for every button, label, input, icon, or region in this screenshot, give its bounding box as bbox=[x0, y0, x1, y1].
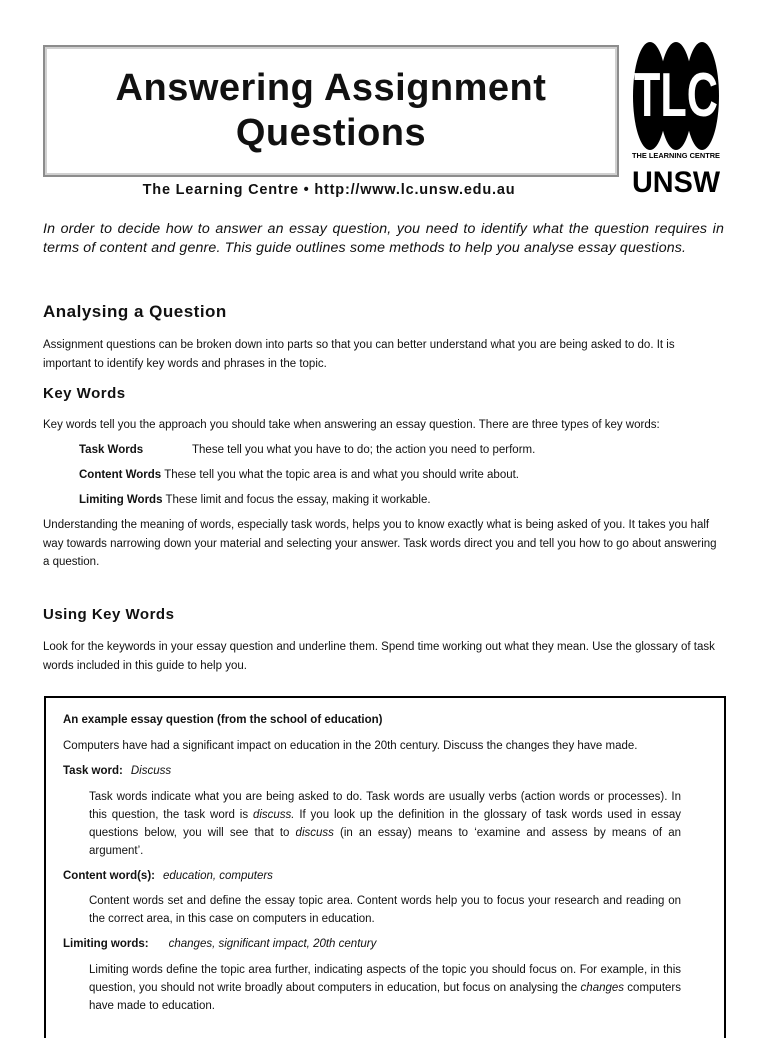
logo-caption: THE LEARNING CENTRE bbox=[632, 151, 720, 160]
key-word-type-limiting bbox=[79, 492, 719, 508]
intro-paragraph: In order to decide how to answer an essay question, you need to identify what the question requires in terms of content and genre. This guide outlines some methods to help you analyse essay questions. bbox=[43, 221, 724, 256]
example-title: An example essay question (from the school of education) bbox=[63, 714, 383, 726]
limiting-word-line bbox=[63, 935, 376, 953]
title-box bbox=[43, 45, 619, 177]
task-word-label: Task word: bbox=[63, 765, 123, 777]
content-word-label: Content word(s): bbox=[63, 870, 155, 882]
limiting-word-value: changes, significant impact, 20th century bbox=[168, 938, 377, 950]
text-run: (in an essay) means to ‘examine and assess by means of an argument’. bbox=[89, 827, 682, 857]
title-line-2: Questions bbox=[235, 112, 427, 154]
key-words-intro: Key words tell you the approach you should take when answering an essay question. There are three types of key words: bbox=[43, 419, 660, 431]
unsw-wordmark: UNSW bbox=[632, 166, 721, 199]
key-word-term: Content Words bbox=[79, 469, 162, 481]
tlc-logo-text: TLC bbox=[634, 61, 718, 130]
task-word-explanation bbox=[89, 788, 681, 860]
emphasis: changes bbox=[580, 982, 625, 994]
emphasis: discuss bbox=[295, 827, 334, 839]
text-run: If you look up the definition in the glossary of task words used in essay questions below, you will see that to bbox=[89, 809, 681, 839]
key-word-term: Limiting Words bbox=[79, 494, 163, 506]
text-run: Task words indicate what you are being asked to do. Task words are usually verbs (action words or processes). In this question, the task word is bbox=[89, 791, 681, 821]
key-words-summary: Understanding the meaning of words, especially task words, helps you to know exactly what is being asked of you. It takes you half way towards narrowing down your material and selecting your answer. Task words direct you and tell you how to go about answering a question. bbox=[43, 519, 717, 568]
example-box bbox=[44, 696, 726, 1038]
key-word-desc: These tell you what the topic area is and what you should write about. bbox=[164, 469, 519, 481]
content-word-explanation: Content words set and define the essay topic area. Content words help you to focus your research and reading on the correct area, in this case on computers in education. bbox=[89, 895, 681, 925]
content-word-line bbox=[63, 867, 273, 885]
key-word-desc: These limit and focus the essay, making it workable. bbox=[165, 494, 431, 506]
using-key-words-paragraph: Look for the keywords in your essay question and underline them. Spend time working out what they mean. Use the glossary of task words included in this guide to help you. bbox=[43, 641, 715, 672]
title-line-1: Answering Assignment bbox=[115, 67, 547, 109]
limiting-word-explanation bbox=[89, 961, 681, 1015]
heading-using-key-words: Using Key Words bbox=[43, 606, 175, 623]
tlc-logo-mark bbox=[633, 42, 719, 150]
key-word-term: Task Words bbox=[79, 444, 144, 456]
task-word-value: Discuss bbox=[130, 765, 172, 777]
key-word-type-task bbox=[79, 442, 719, 458]
emphasis: discuss. bbox=[252, 809, 295, 821]
content-word-value: education, computers bbox=[162, 870, 273, 882]
page-title bbox=[116, 66, 547, 156]
heading-analysing: Analysing a Question bbox=[43, 302, 227, 321]
subtitle: The Learning Centre • http://www.lc.unsw.edu.au bbox=[142, 182, 516, 198]
key-word-desc: These tell you what you have to do; the action you need to perform. bbox=[192, 444, 536, 456]
example-question: Computers have had a significant impact on education in the 20th century. Discuss the changes they have made. bbox=[63, 740, 638, 752]
task-word-line bbox=[63, 762, 171, 780]
limiting-word-label: Limiting words: bbox=[63, 938, 149, 950]
analysing-paragraph: Assignment questions can be broken down into parts so that you can better understand what you are being asked to do. It is important to identify key words and phrases in the topic. bbox=[43, 339, 675, 370]
key-word-type-content bbox=[79, 467, 719, 483]
tlc-unsw-logo bbox=[630, 40, 722, 200]
heading-key-words: Key Words bbox=[43, 385, 126, 402]
text-run: Limiting words define the topic area further, indicating aspects of the topic you should focus on. For example, in this question, you should not write broadly about computers in education, but focus on analysing the bbox=[89, 964, 681, 994]
text-run: computers have made to education. bbox=[89, 982, 681, 1012]
